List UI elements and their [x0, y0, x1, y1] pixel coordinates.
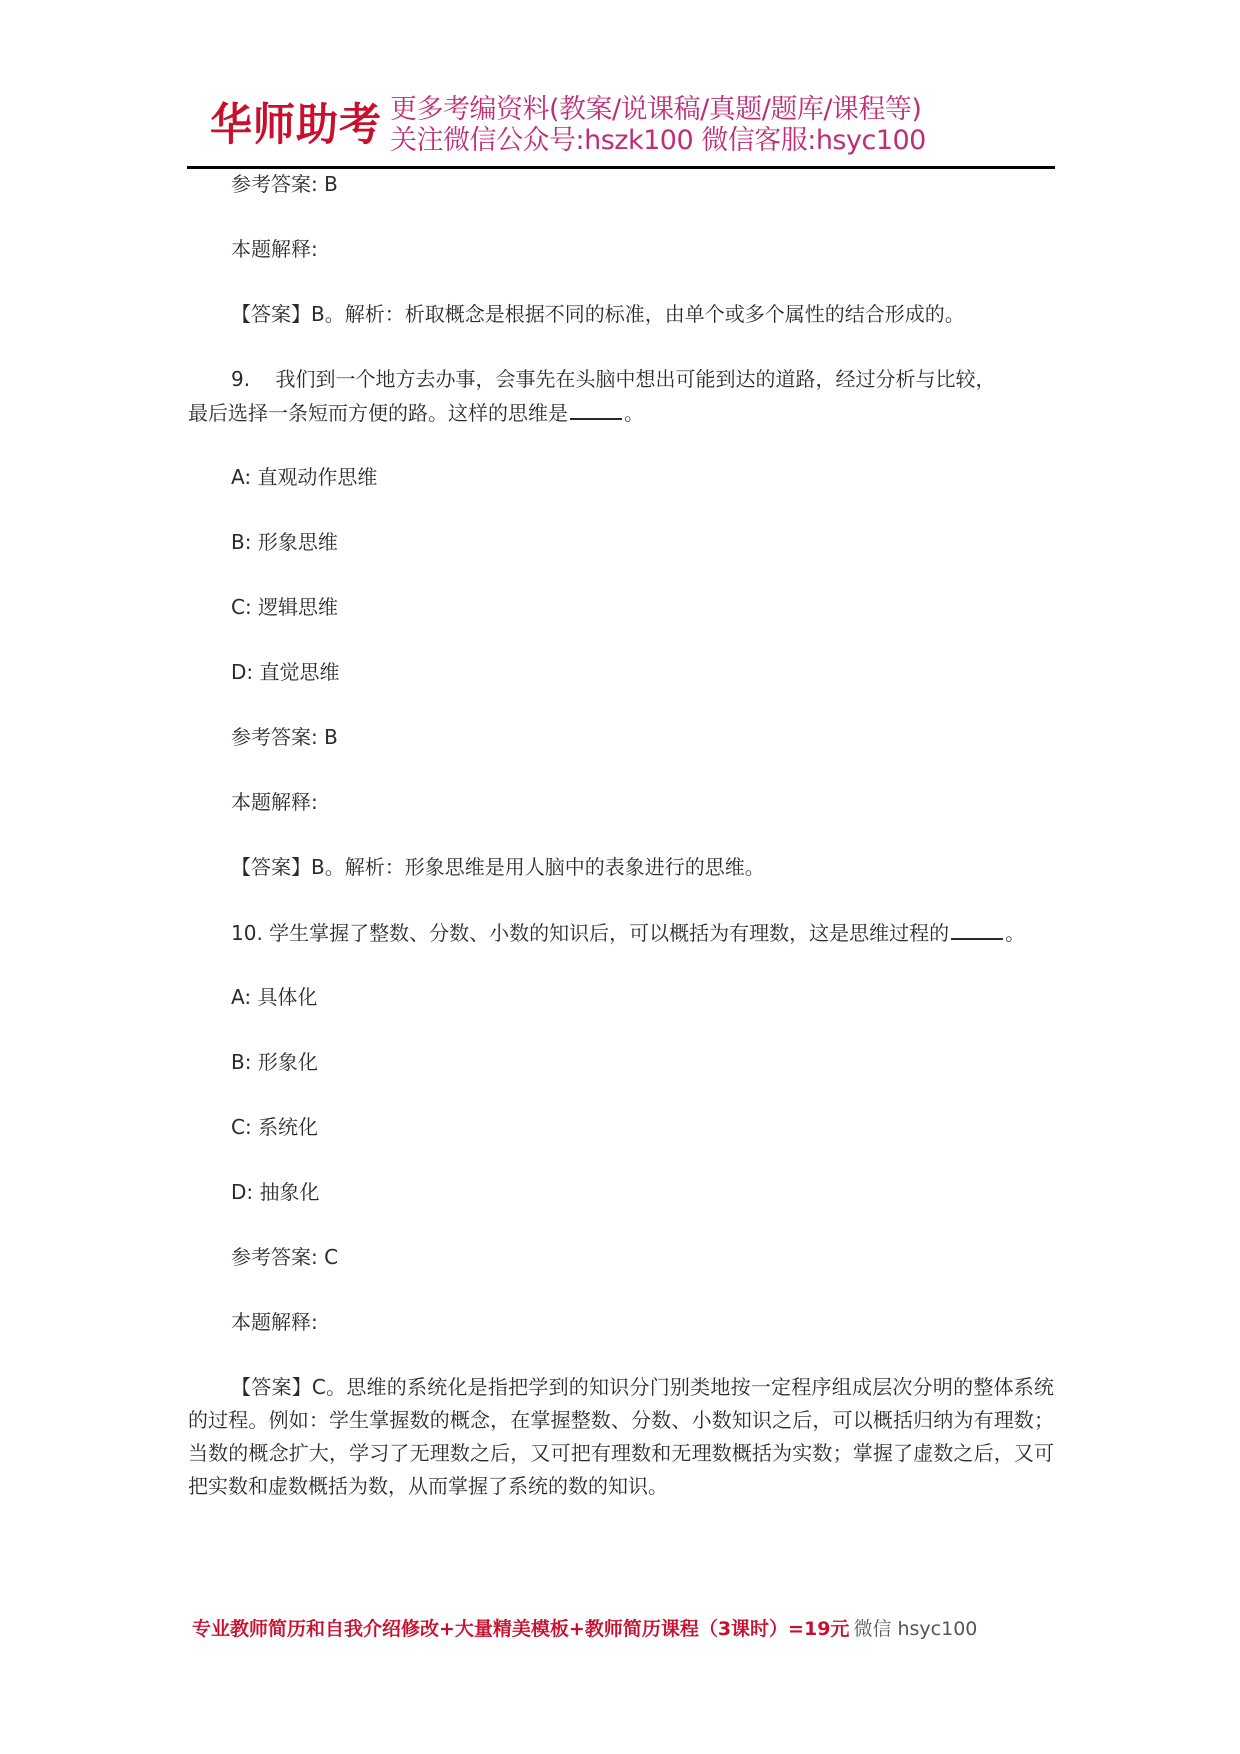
option-key: B:	[231, 530, 252, 554]
header-divider	[187, 166, 1055, 169]
question-10-option-d	[231, 1180, 320, 1204]
option-text: 直观动作思维	[257, 465, 378, 489]
question-10-answer-label: 参考答案: C	[231, 1245, 339, 1269]
slogan-line-1: 更多考编资料(教案/说课稿/真题/题库/课程等)	[390, 94, 922, 125]
question-10-stem	[231, 920, 1025, 945]
question-9-option-b	[231, 530, 338, 554]
option-text: 直觉思维	[259, 660, 340, 684]
question-9-option-d	[231, 660, 340, 684]
header-banner	[210, 92, 1040, 158]
question-10-option-b	[231, 1050, 318, 1074]
promo-text: 专业教师简历和自我介绍修改+大量精美模板+教师简历课程（3课时）=19元	[192, 1618, 850, 1640]
option-text: 形象化	[257, 1050, 318, 1074]
slogan-line-2: 关注微信公众号:hszk100 微信客服:hsyc100	[390, 125, 926, 156]
question-9-stem-line-1	[231, 367, 996, 391]
question-stem-cont: 最后选择一条短而方便的路。这样的思维是	[188, 401, 568, 425]
question-10-explanation-label: 本题解释:	[231, 1310, 318, 1334]
question-9-stem-line-2	[188, 400, 644, 425]
option-key: D:	[231, 1180, 254, 1204]
question-stem: 学生掌握了整数、分数、小数的知识后，可以概括为有理数，这是思维过程的	[269, 921, 950, 945]
header-slogan	[390, 94, 926, 156]
option-key: D:	[231, 660, 254, 684]
option-key: A:	[231, 985, 252, 1009]
answer-blank	[951, 920, 1003, 940]
prev-answer-label: 参考答案: B	[231, 172, 338, 196]
prev-explanation-text: 【答案】B。解析：析取概念是根据不同的标准，由单个或多个属性的结合形成的。	[231, 302, 965, 326]
prev-explanation-label: 本题解释:	[231, 237, 318, 261]
stem-end: 。	[1005, 921, 1026, 945]
question-stem: 我们到一个地方去办事，会事先在头脑中想出可能到达的道路，经过分析与比较，	[275, 367, 996, 391]
question-10-option-c	[231, 1115, 318, 1139]
question-9-option-a	[231, 465, 377, 489]
question-10-option-a	[231, 985, 317, 1009]
question-10-explanation-text: 【答案】C。思维的系统化是指把学到的知识分门别类地按一定程序组成层次分明的整体系统的过程。例如：学生掌握数的概念，在掌握整数、分数、小数知识之后，可以概括归纳为有理数；当数的概念扩大，学习了无理数之后，又可把有理数和无理数概括为实数；掌握了虚数之后，又可把实数和虚数概括为数，从而掌握了系统的数的知识。	[188, 1375, 1054, 1498]
question-9-answer-label: 参考答案: B	[231, 725, 338, 749]
footer-promo	[192, 1616, 1052, 1642]
wechat-contact: 微信 hsyc100	[853, 1618, 978, 1640]
option-text: 抽象化	[259, 1180, 320, 1204]
option-key: C:	[231, 595, 252, 619]
stem-end: 。	[624, 401, 644, 425]
option-key: B:	[231, 1050, 252, 1074]
option-key: A:	[231, 465, 252, 489]
question-9-explanation-label: 本题解释:	[231, 790, 318, 814]
brand-logo: 华师助考	[210, 98, 383, 151]
option-text: 逻辑思维	[258, 595, 339, 619]
option-text: 具体化	[257, 985, 318, 1009]
question-9-explanation-text: 【答案】B。解析：形象思维是用人脑中的表象进行的思维。	[231, 855, 765, 879]
answer-blank	[570, 400, 622, 420]
question-9-option-c	[231, 595, 338, 619]
question-number: 10.	[231, 921, 263, 945]
option-text: 形象思维	[257, 530, 338, 554]
option-text: 系统化	[258, 1115, 319, 1139]
option-key: C:	[231, 1115, 252, 1139]
question-number: 9.	[231, 367, 251, 391]
